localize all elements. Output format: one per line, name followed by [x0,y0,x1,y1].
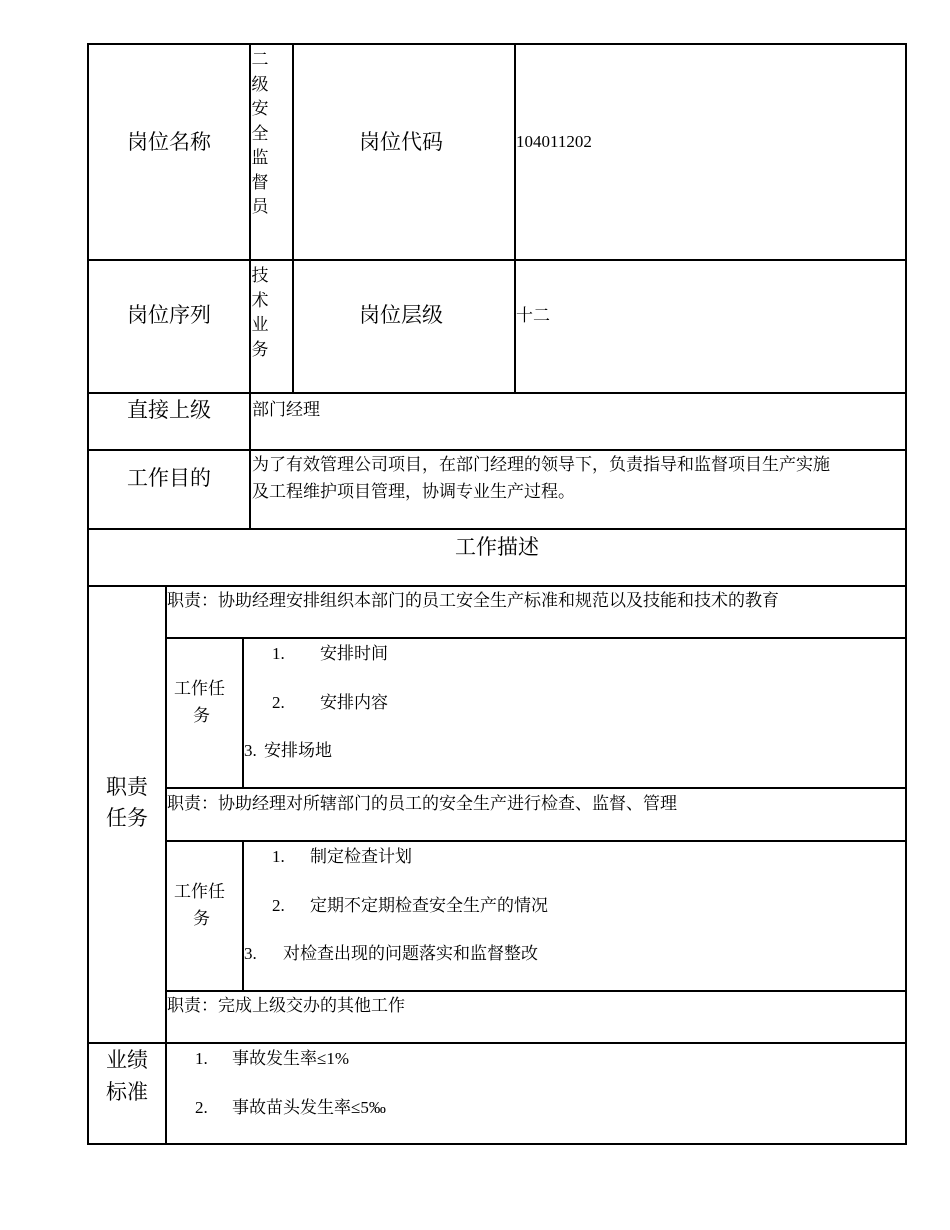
task-number: 2. [272,693,285,712]
performance-item-number: 1. [195,1049,208,1068]
task-number: 3. [244,741,257,760]
task-text: 定期不定期检查安全生产的情况 [310,896,548,915]
supervisor-value: 部门经理 [252,400,320,419]
row-divider [87,585,907,587]
task-number: 3. [244,944,257,963]
position-level-label: 岗位层级 [359,303,443,327]
duties-label-line-1: 职责 [106,775,148,799]
col-divider [514,43,516,394]
duty-title-3: 职责：完成上级交办的其他工作 [167,996,405,1015]
performance-item-text: 事故发生率≤1% [232,1049,349,1068]
performance-label-line-1: 业绩 [106,1048,148,1072]
row-divider [165,840,907,842]
task-number: 1. [272,644,285,663]
task-text: 安排场地 [264,741,332,760]
position-name-value: 二级安全监督员 [251,50,269,216]
purpose-line-1: 为了有效管理公司项目，在部门经理的领导下，负责指导和监督项目生产实施 [252,455,830,474]
task-label-line-1: 工作任 [174,882,225,901]
task-label-line-2: 务 [193,909,210,928]
supervisor-label: 直接上级 [127,398,211,422]
performance-item-number: 2. [195,1098,208,1117]
col-divider [242,637,244,789]
position-series-label: 岗位序列 [127,303,211,327]
task-label-line-2: 务 [193,706,210,725]
purpose-line-2: 及工程维护项目管理，协调专业生产过程。 [252,482,575,501]
position-level-value: 十二 [516,306,550,325]
row-divider [87,1042,907,1044]
task-text: 安排内容 [320,693,388,712]
duty-title-2: 职责：协助经理对所辖部门的员工的安全生产进行检查、监督、管理 [167,794,677,813]
task-text: 对检查出现的问题落实和监督整改 [283,944,538,963]
task-number: 1. [272,847,285,866]
col-divider [165,585,167,1145]
task-label-line-1: 工作任 [174,679,225,698]
table-border-bottom [87,1143,907,1145]
duty-title-1: 职责：协助经理安排组织本部门的员工安全生产标准和规范以及技能和技术的教育 [167,591,779,610]
position-name-label: 岗位名称 [127,130,211,154]
col-divider [292,43,294,394]
row-divider [165,637,907,639]
row-divider [87,449,907,451]
position-code-label: 岗位代码 [359,130,443,154]
task-number: 2. [272,896,285,915]
row-divider [165,990,907,992]
performance-item-text: 事故苗头发生率≤5‰ [232,1098,386,1117]
duties-label-line-2: 任务 [106,806,148,830]
row-divider [87,528,907,530]
table-border-right [905,43,907,1145]
table-border-left [87,43,89,1145]
purpose-label: 工作目的 [127,466,211,490]
task-text: 安排时间 [320,644,388,663]
row-divider [87,392,907,394]
row-divider [87,259,907,261]
row-divider [165,787,907,789]
col-divider [242,840,244,992]
position-series-value: 技术业务 [251,266,269,359]
work-description-title: 工作描述 [455,535,539,559]
table-border-top [87,43,907,45]
task-text: 制定检查计划 [310,847,412,866]
position-code-value: 104011202 [516,132,592,151]
performance-label-line-2: 标准 [106,1080,148,1104]
